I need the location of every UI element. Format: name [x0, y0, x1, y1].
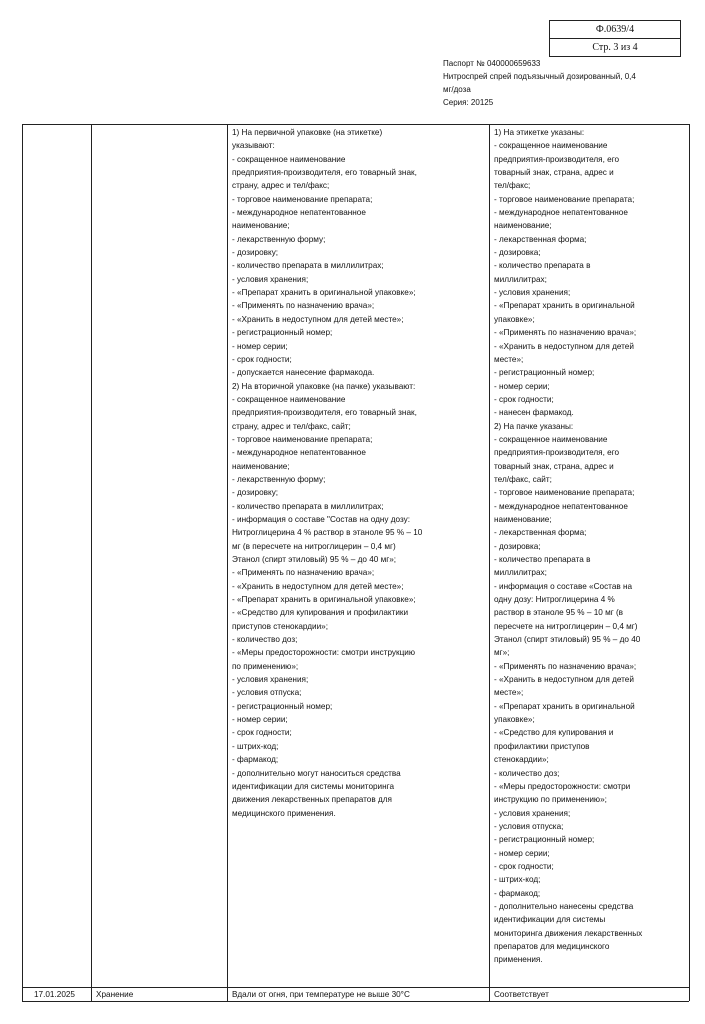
text-line: мг (в пересчете на нитроглицерин – 0,4 мг) [232, 541, 396, 551]
text-line: - «Хранить в недоступном для детей [494, 341, 634, 351]
text-line: - лекарственную форму; [232, 474, 326, 484]
text-line: - сокращенное наименование [494, 434, 608, 444]
text-line: применения. [494, 955, 543, 965]
text-line: 2) На вторичной упаковке (на пачке) указывают: [232, 381, 416, 391]
text-line: указывают: [232, 141, 275, 151]
column-border [227, 124, 228, 1001]
text-line: - условия отпуска; [494, 821, 564, 831]
text-line: - срок годности; [232, 728, 292, 738]
text-line: наименование; [494, 514, 552, 524]
text-line: предприятия-производителя, его [494, 448, 620, 458]
text-line: - количество препарата в миллилитрах; [232, 501, 384, 511]
storage-parameter: Хранение [96, 990, 134, 999]
text-line: пересчете на нитроглицерин – 0,4 мг) [494, 621, 638, 631]
text-line: - условия хранения; [232, 675, 309, 685]
text-line: - лекарственная форма; [494, 234, 587, 244]
text-line: движения лекарственных препаратов для [232, 795, 392, 805]
series-number: Серия: 20125 [443, 98, 494, 107]
text-line: - «Средство для купирования и профилактики [232, 608, 409, 618]
text-line: - срок годности; [232, 354, 292, 364]
text-line: - условия хранения; [494, 288, 571, 298]
text-line: - международное непатентованное [232, 448, 366, 458]
text-line: - срок годности; [494, 861, 554, 871]
column-border [91, 124, 92, 1001]
text-line: - «Применять по назначению врача»; [232, 568, 375, 578]
text-line: - регистрационный номер; [494, 835, 595, 845]
text-line: по применению»; [232, 661, 299, 671]
text-line: - лекарственную форму; [232, 234, 326, 244]
text-line: - дозировка; [494, 541, 541, 551]
requirement-column [232, 126, 422, 820]
text-line: миллилитрах; [494, 568, 547, 578]
result-column [494, 126, 642, 967]
text-line: - торговое наименование препарата; [494, 194, 635, 204]
text-line: - «Препарат хранить в оригинальной упаковке»; [232, 288, 416, 298]
text-line: упаковке»; [494, 715, 535, 725]
text-line: 2) На пачке указаны: [494, 421, 574, 431]
text-line: - срок годности; [494, 394, 554, 404]
text-line: - дозировку; [232, 488, 279, 498]
text-line: месте»; [494, 354, 524, 364]
text-line: стенокардии»; [494, 755, 549, 765]
text-line: - номер серии; [232, 715, 288, 725]
text-line: наименование; [494, 221, 552, 231]
text-line: профилактики приступов [494, 741, 590, 751]
table-bottom-border [22, 1001, 689, 1002]
text-line: - дозировка; [494, 248, 541, 258]
text-line: приступов стенокардии»; [232, 621, 329, 631]
storage-requirement: Вдали от огня, при температуре не выше 30°С [232, 990, 410, 999]
text-line: - «Препарат хранить в оригинальной [494, 301, 635, 311]
text-line: предприятия-производителя, его товарный знак, [232, 408, 417, 418]
text-line: предприятия-производителя, его товарный знак, [232, 168, 417, 178]
text-line: - «Средство для купирования и [494, 728, 614, 738]
text-line: Нитроглицерина 4 % раствор в этаноле 95 % – 10 [232, 528, 423, 538]
text-line: - количество доз; [494, 768, 560, 778]
text-line: - дополнительно нанесены средства [494, 901, 634, 911]
text-line: - условия хранения; [232, 274, 309, 284]
text-line: товарный знак, страна, адрес и [494, 461, 614, 471]
text-line: страну, адрес и тел/факс, сайт; [232, 421, 351, 431]
form-code: Ф.0639/4 [595, 24, 635, 35]
text-line: - дополнительно могут наноситься средства [232, 768, 401, 778]
text-line: - фармакод; [232, 755, 279, 765]
text-line: - количество препарата в миллилитрах; [232, 261, 384, 271]
text-line: - «Меры предосторожности: смотри инструкцию [232, 648, 415, 658]
row-divider [22, 987, 689, 988]
document-header [443, 57, 693, 109]
text-line: мг»; [494, 648, 510, 658]
text-line: - допускается нанесение фармакода. [232, 368, 375, 378]
text-line: тел/факс; [494, 181, 531, 191]
column-border [689, 124, 690, 1001]
text-line: одну дозу: Нитроглицерина 4 % [494, 595, 615, 605]
page-indicator: Стр. 3 из 4 [550, 38, 680, 56]
product-name-line2: мг/доза [443, 85, 471, 94]
text-line: - «Препарат хранить в оригинальной [494, 701, 635, 711]
text-line: упаковке»; [494, 314, 535, 324]
text-line: - штрих-код; [232, 741, 279, 751]
text-line: - фармакод; [494, 888, 541, 898]
text-line: тел/факс, сайт; [494, 474, 552, 484]
text-line: - «Хранить в недоступном для детей месте»; [232, 581, 404, 591]
text-line: товарный знак, страна, адрес и [494, 168, 614, 178]
passport-number: Паспорт № 040000659633 [443, 59, 541, 68]
text-line: - информация о составе "Состав на одну дозу: [232, 514, 411, 524]
text-line: - сокращенное наименование [232, 394, 346, 404]
text-line: - сокращенное наименование [232, 154, 346, 164]
text-line: - лекарственная форма; [494, 528, 587, 538]
text-line: 1) На этикетке указаны: [494, 128, 585, 137]
text-line: идентификации для системы мониторинга [232, 781, 395, 791]
text-line: - международное непатентованное [494, 208, 628, 218]
text-line: - нанесен фармакод. [494, 408, 574, 418]
text-line: - условия отпуска; [232, 688, 302, 698]
text-line: препаратов для медицинского [494, 941, 610, 951]
text-line: - торговое наименование препарата; [232, 434, 373, 444]
storage-date: 17.01.2025 [34, 990, 75, 999]
text-line: - «Применять по назначению врача»; [232, 301, 375, 311]
text-line: - штрих-код; [494, 875, 541, 885]
table-top-border [22, 124, 689, 125]
text-line: Этанол (спирт этиловый) 95 % – до 40 [494, 635, 641, 645]
text-line: - «Препарат хранить в оригинальной упаковке»; [232, 595, 416, 605]
text-line: наименование; [232, 221, 290, 231]
text-line: - дозировку; [232, 248, 279, 258]
text-line: - «Применять по назначению врача»; [494, 328, 637, 338]
text-line: - «Хранить в недоступном для детей [494, 675, 634, 685]
text-line: - «Меры предосторожности: смотри [494, 781, 631, 791]
form-code-box [549, 20, 681, 57]
text-line: - условия хранения; [494, 808, 571, 818]
text-line: - номер серии; [494, 848, 550, 858]
text-line: - регистрационный номер; [494, 368, 595, 378]
text-line: - номер серии; [494, 381, 550, 391]
column-border [489, 124, 490, 1001]
text-line: мониторинга движения лекарственных [494, 928, 643, 938]
text-line: - сокращенное наименование [494, 141, 608, 151]
text-line: предприятия-производителя, его [494, 154, 620, 164]
text-line: идентификации для системы [494, 915, 606, 925]
text-line: - количество препарата в [494, 261, 591, 271]
storage-result: Соответствует [494, 990, 549, 999]
text-line: страну, адрес и тел/факс; [232, 181, 330, 191]
text-line: наименование; [232, 461, 290, 471]
text-line: - количество доз; [232, 635, 298, 645]
text-line: - регистрационный номер; [232, 701, 333, 711]
text-line: месте»; [494, 688, 524, 698]
text-line: - количество препарата в [494, 555, 591, 564]
text-line: Этанол (спирт этиловый) 95 % – до 40 мг»; [232, 555, 397, 564]
text-line: - регистрационный номер; [232, 328, 333, 338]
text-line: - информация о составе «Состав на [494, 581, 633, 591]
product-name-line1: Нитроспрей спрей подъязычный дозированный, 0,4 [443, 72, 636, 81]
text-line: - «Хранить в недоступном для детей месте»; [232, 314, 404, 324]
text-line: 1) На первичной упаковке (на этикетке) [232, 128, 383, 137]
text-line: - номер серии; [232, 341, 288, 351]
text-line: - «Применять по назначению врача»; [494, 661, 637, 671]
text-line: - торговое наименование препарата; [494, 488, 635, 498]
text-line: миллилитрах; [494, 274, 547, 284]
text-line: медицинского применения. [232, 808, 336, 818]
text-line: - торговое наименование препарата; [232, 194, 373, 204]
text-line: раствор в этаноле 95 % – 10 мг (в [494, 608, 624, 618]
text-line: - международное непатентованное [232, 208, 366, 218]
text-line: инструкцию по применению»; [494, 795, 607, 805]
text-line: - международное непатентованное [494, 501, 628, 511]
column-border [22, 124, 23, 1001]
